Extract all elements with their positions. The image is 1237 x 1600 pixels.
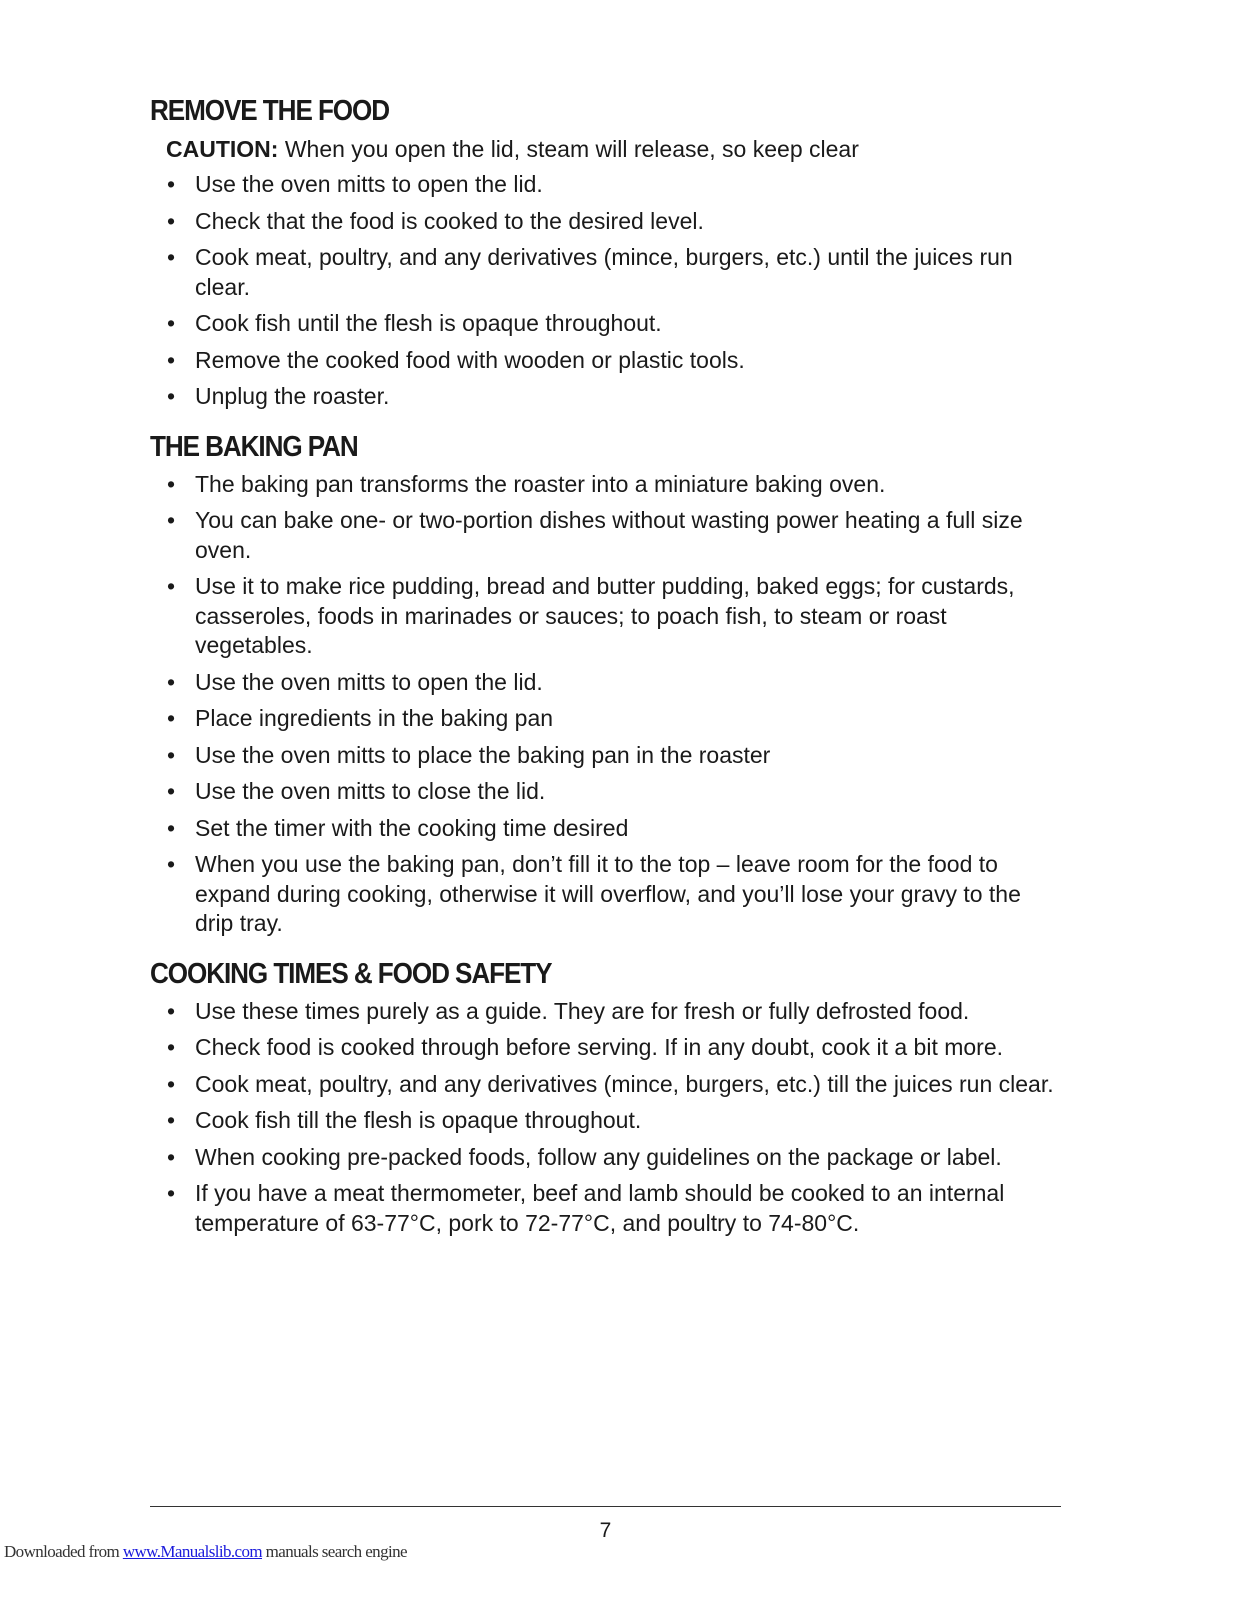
list-item: [150, 777, 1065, 807]
list-item-text: Check food is cooked through before serving. If in any doubt, cook it a bit more.: [195, 1034, 1004, 1060]
list-item: [150, 668, 1065, 698]
list-item-text: Use the oven mitts to close the lid.: [195, 778, 546, 804]
list-item-text: When cooking pre-packed foods, follow any guidelines on the package or label.: [195, 1143, 1002, 1170]
list-item: [150, 243, 1065, 302]
list-item: [150, 170, 1065, 200]
bullet-icon: •: [167, 1180, 176, 1206]
page-number: 7: [599, 1519, 612, 1542]
list-item-text: Cook fish until the flesh is opaque throughout.: [195, 310, 662, 336]
list-item-text: Set the timer with the cooking time desired: [195, 814, 629, 841]
list-item: [150, 346, 1065, 376]
bullet-list: [150, 997, 1065, 1239]
bullet-icon: •: [167, 705, 176, 731]
list-item: [150, 1179, 1065, 1238]
list-item: [150, 850, 1065, 939]
list-item-text: You can bake one- or two-portion dishes without wasting power heating a full size oven.: [195, 507, 1023, 563]
bullet-icon: •: [167, 1070, 176, 1097]
list-item-text: Place ingredients in the baking pan: [195, 705, 554, 731]
list-item: [150, 207, 1065, 237]
list-item-text: Unplug the roaster.: [195, 383, 390, 409]
watermark-prefix: Downloaded from: [4, 1542, 123, 1561]
list-item: [150, 741, 1065, 771]
section-remove-the-food: [150, 92, 1065, 412]
bullet-icon: •: [167, 507, 176, 533]
bullet-icon: •: [167, 383, 176, 409]
bullet-icon: •: [167, 346, 176, 373]
bullet-icon: •: [167, 1107, 176, 1133]
list-item-text: Remove the cooked food with wooden or plastic tools.: [195, 346, 745, 373]
list-item-text: When you use the baking pan, don’t fill it to the top – leave room for the food to expand during cooking, otherwise it will overflow, and you’ll lose your gravy to the drip tray.: [195, 851, 1021, 936]
list-item-text: Cook meat, poultry, and any derivatives (mince, burgers, etc.) till the juices run clear.: [195, 1070, 1054, 1097]
list-item-text: If you have a meat thermometer, beef and lamb should be cooked to an internal temperature of 63-77°C, pork to 72-77°C, and poultry to 74-80°C.: [195, 1180, 1005, 1236]
caution-label: CAUTION:: [166, 136, 279, 162]
bullet-icon: •: [167, 171, 176, 197]
bullet-icon: •: [167, 741, 176, 768]
list-item-text: The baking pan transforms the roaster into a miniature baking oven.: [195, 470, 886, 497]
bullet-icon: •: [167, 668, 176, 695]
section-cooking-times-food-safety: [150, 955, 1065, 1239]
list-item: [150, 814, 1065, 844]
list-item: [150, 1143, 1065, 1173]
list-item: [150, 572, 1065, 661]
list-item: [150, 1070, 1065, 1100]
section-title: REMOVE THE FOOD: [150, 95, 390, 127]
list-item-text: Cook meat, poultry, and any derivatives (mince, burgers, etc.) until the juices run clear.: [195, 244, 1013, 300]
list-item: [150, 704, 1065, 734]
manualslib-link[interactable]: www.Manualslib.com: [122, 1542, 263, 1561]
list-item: [150, 997, 1065, 1027]
bullet-list: [150, 470, 1065, 939]
section-title: THE BAKING PAN: [150, 430, 358, 463]
bullet-icon: •: [167, 851, 176, 877]
list-item: [150, 309, 1065, 339]
list-item: [150, 1033, 1065, 1063]
list-item-text: Use it to make rice pudding, bread and butter pudding, baked eggs; for custards, casseroles, foods in marinades or sauces; to poach fish, to steam or roast vegetables.: [195, 573, 1015, 658]
list-item: [150, 470, 1065, 500]
bullet-icon: •: [167, 997, 176, 1024]
list-item: [150, 382, 1065, 412]
bullet-icon: •: [167, 814, 176, 841]
bullet-icon: •: [167, 1143, 176, 1170]
document-page: [150, 92, 1065, 1254]
bullet-icon: •: [167, 310, 176, 336]
bullet-icon: •: [167, 1034, 176, 1060]
list-item: [150, 506, 1065, 565]
list-item-text: Use these times purely as a guide. They are for fresh or fully defrosted food.: [195, 997, 970, 1024]
bullet-icon: •: [167, 470, 176, 497]
footer-divider: [150, 1506, 1061, 1507]
list-item-text: Use the oven mitts to open the lid.: [195, 668, 543, 695]
caution-text: When you open the lid, steam will release, so keep clear: [278, 136, 859, 162]
list-item-text: Use the oven mitts to place the baking pan in the roaster: [195, 741, 771, 768]
list-item-text: Check that the food is cooked to the desired level.: [195, 207, 704, 234]
caution-note: [166, 134, 1065, 164]
section-the-baking-pan: [150, 428, 1065, 939]
download-watermark: [4, 1542, 407, 1562]
bullet-icon: •: [167, 573, 176, 599]
watermark-suffix: manuals search engine: [262, 1542, 407, 1561]
list-item: [150, 1106, 1065, 1136]
section-title: COOKING TIMES & FOOD SAFETY: [150, 957, 552, 990]
bullet-icon: •: [167, 207, 176, 234]
list-item-text: Cook fish till the flesh is opaque throughout.: [195, 1107, 642, 1133]
bullet-icon: •: [167, 778, 176, 804]
bullet-list: [150, 170, 1065, 412]
list-item-text: Use the oven mitts to open the lid.: [195, 171, 543, 197]
bullet-icon: •: [167, 244, 176, 270]
